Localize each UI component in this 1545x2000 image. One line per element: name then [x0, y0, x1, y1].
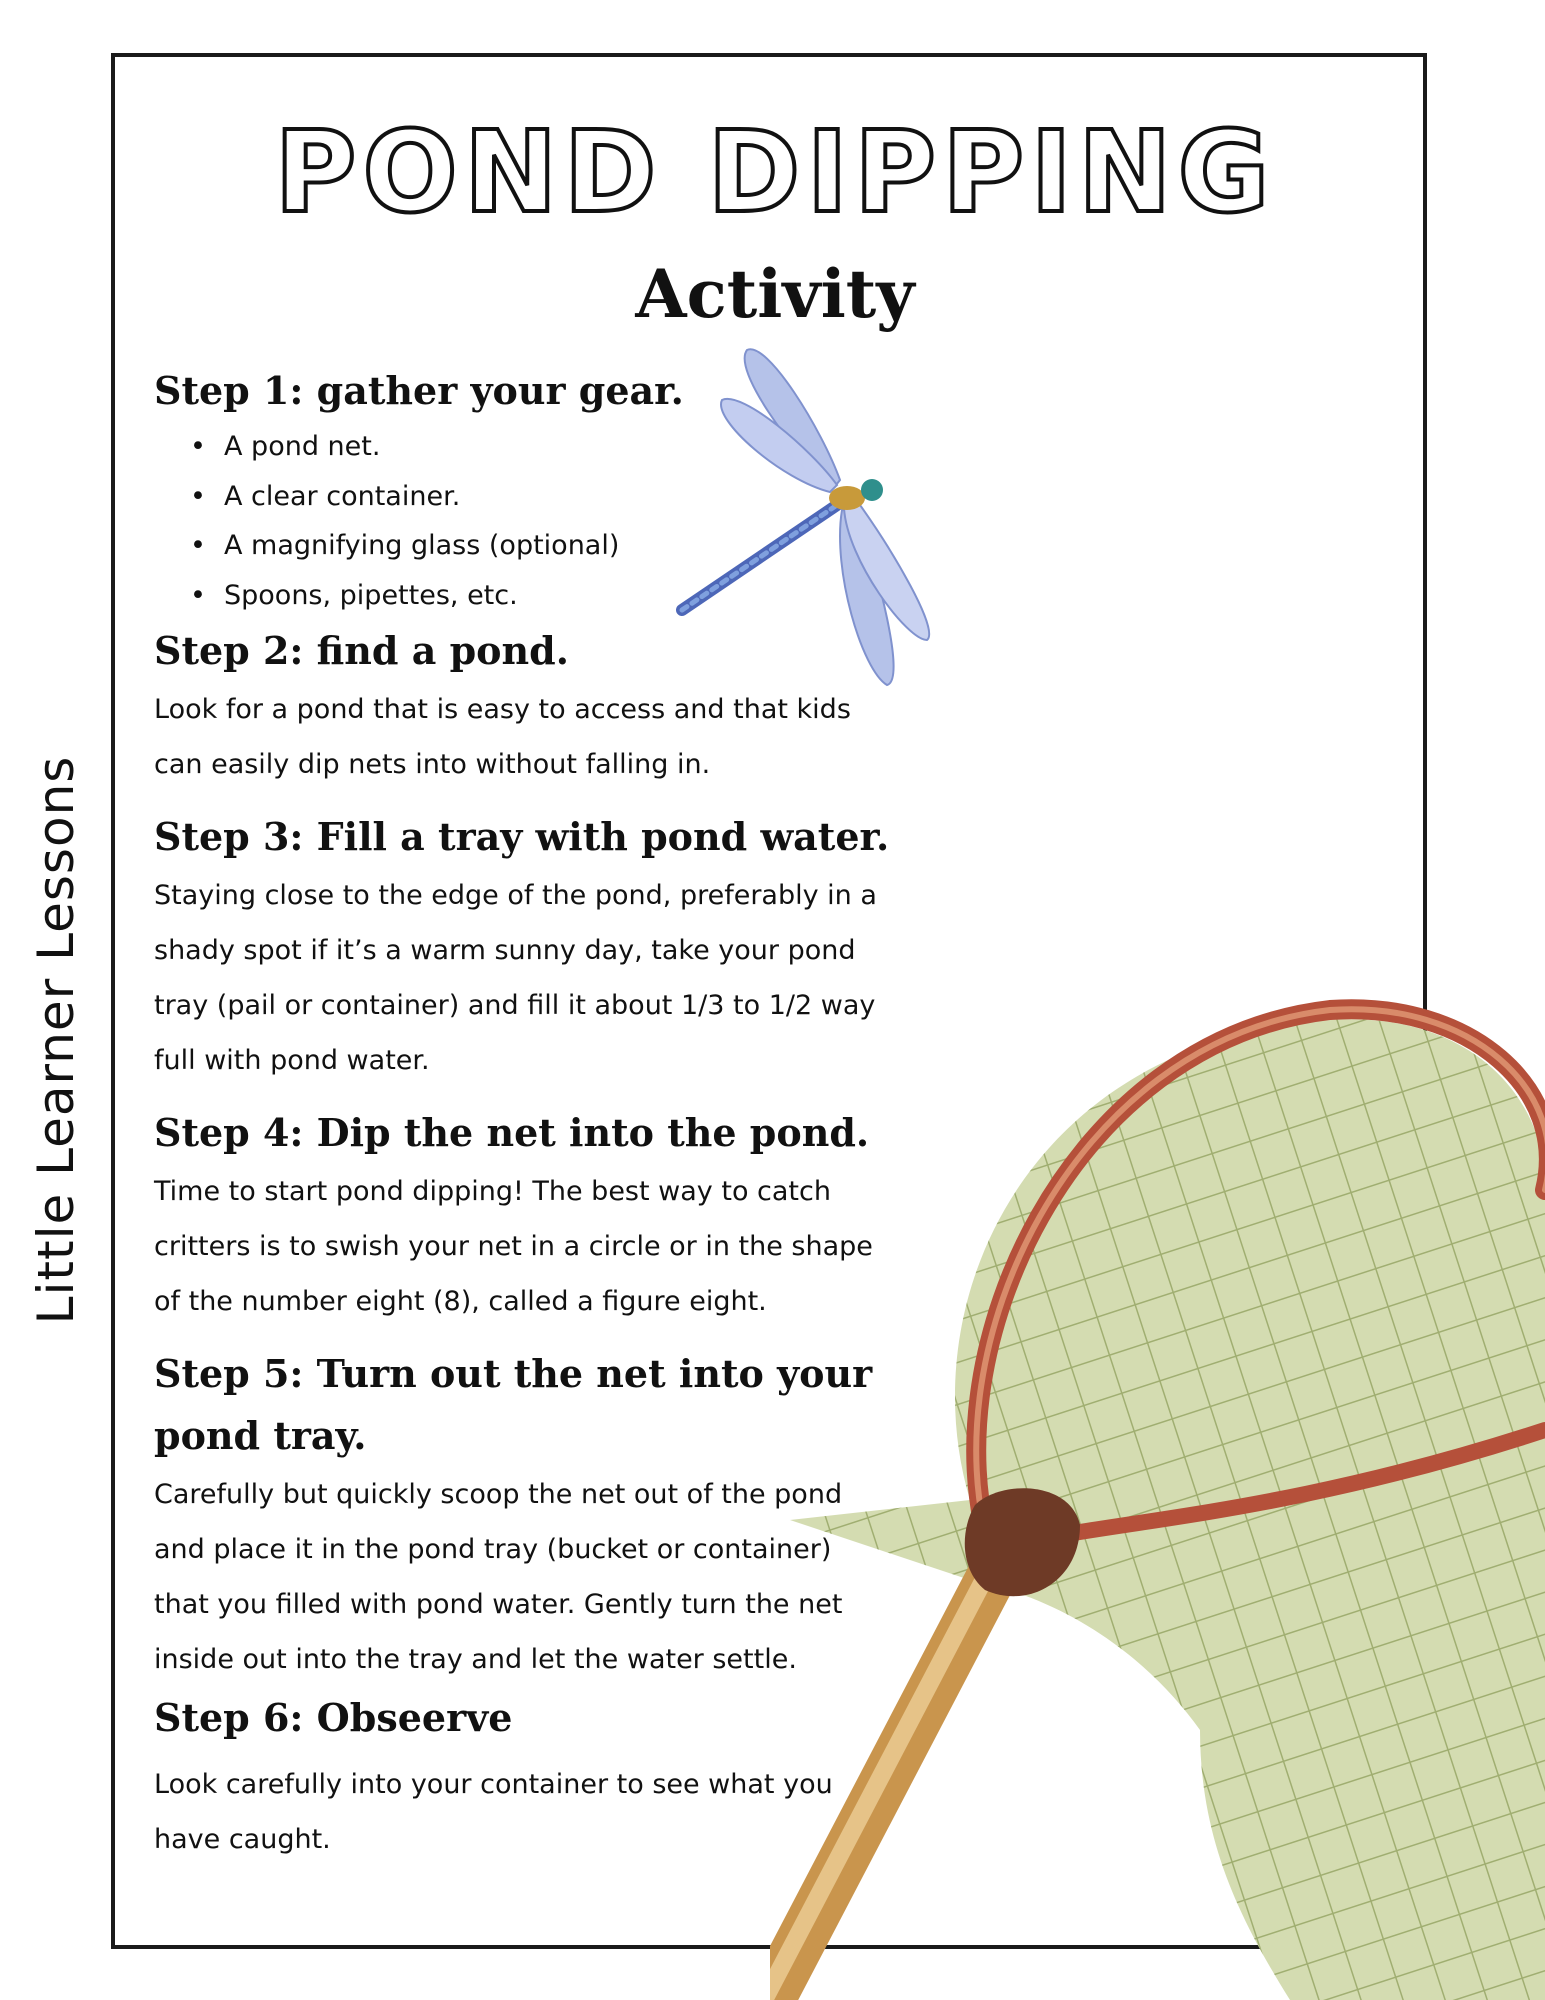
page-subtitle: Activity	[635, 255, 915, 333]
page-title: POND DIPPING	[274, 108, 1276, 238]
gear-list-item: • A clear container.	[224, 472, 914, 522]
step-3-body: Staying close to the edge of the pond, preferably in a shady spot if it’s a warm sunny day, take your pond tray (pail or container) and fill it about 1/3 to 1/2 way full with pond water.	[154, 880, 877, 1076]
gear-list-item: • A pond net.	[224, 422, 914, 472]
step-1-title: Step 1: gather your gear.	[154, 368, 684, 413]
step-6-title: Step 6: Obseerve	[154, 1695, 513, 1740]
gear-list-item: • A magnifying glass (optional)	[224, 521, 914, 571]
step-6-body: Look carefully into your container to see what you have caught.	[154, 1769, 833, 1855]
gear-list-item: • Spoons, pipettes, etc.	[224, 571, 914, 621]
step-5-title: Step 5: Turn out the net into your pond tray.	[154, 1351, 873, 1458]
step-2-body: Look for a pond that is easy to access and that kids can easily dip nets into without falling in.	[154, 694, 851, 780]
step-5-body: Carefully but quickly scoop the net out of the pond and place it in the pond tray (bucket or container) that you filled with pond water. Gently turn the net inside out into the tray and let the water settle.	[154, 1479, 843, 1675]
step-4-body: Time to start pond dipping! The best way to catch critters is to swish your net in a circle or in the shape of the number eight (8), called a figure eight.	[154, 1176, 873, 1317]
steps-content	[154, 360, 914, 1867]
gear-list	[154, 422, 914, 620]
step-2-title: Step 2: find a pond.	[154, 628, 569, 673]
brand-sidebar-text: Little Learner Lessons	[27, 755, 85, 1325]
step-3-title: Step 3: Fill a tray with pond water.	[154, 814, 890, 859]
step-4-title: Step 4: Dip the net into the pond.	[154, 1110, 870, 1155]
